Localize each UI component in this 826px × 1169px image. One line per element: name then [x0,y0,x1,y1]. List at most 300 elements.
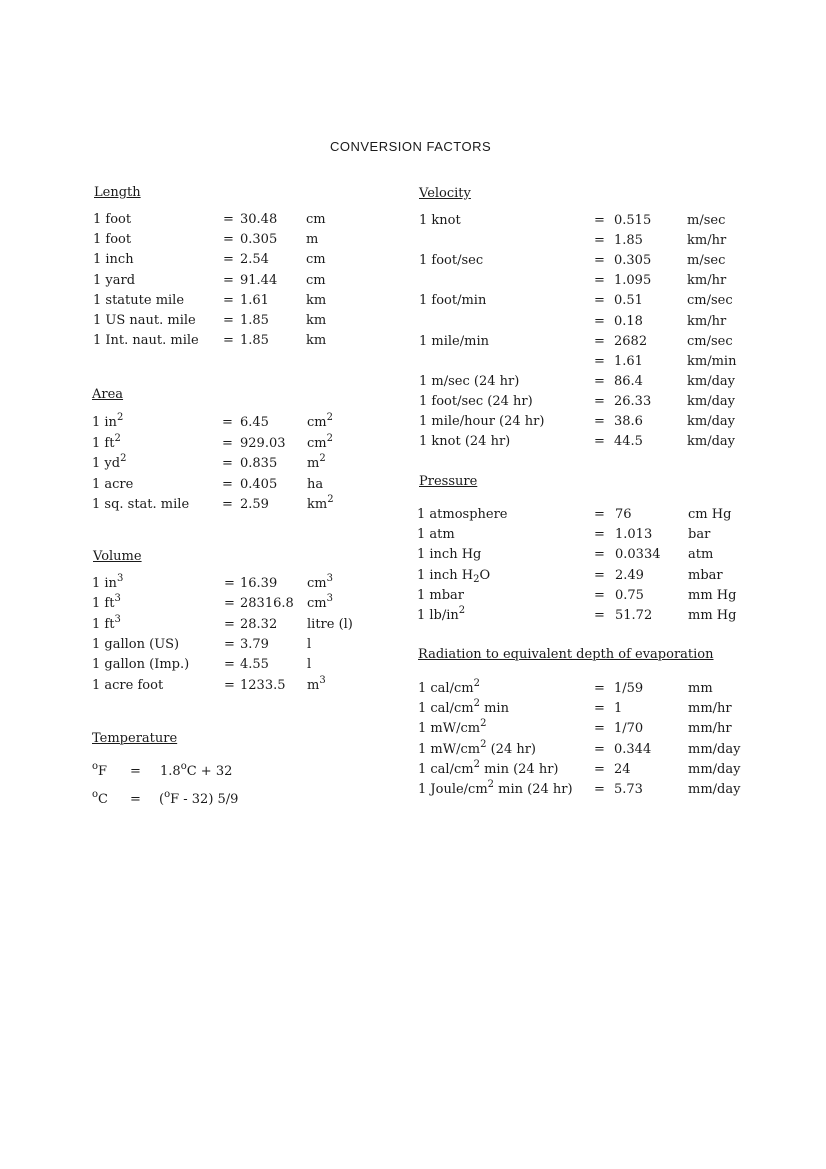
result-text: litre (l) [307,616,353,632]
length-heading: Length [94,185,141,200]
unit-label [419,291,486,311]
volume-row [92,655,377,675]
length-row [93,311,376,331]
result-text: cm [307,596,327,612]
equals-sign: = [594,741,605,757]
result-text: km/hr [687,273,727,289]
result-text: mm Hg [688,608,737,623]
result-unit [687,432,735,452]
conversion-value: 1.85 [614,233,643,249]
result-text: mm [688,681,713,696]
unit-label [417,505,508,525]
conversion-value: 6.45 [240,415,269,430]
equals-sign: = [594,333,605,349]
result-unit [307,655,311,675]
volume-heading: Volume [93,549,142,564]
equals-sign: = [222,435,233,451]
equals-sign: = [222,415,233,430]
conversion-value: 1/70 [614,721,644,737]
equals-sign: = [594,393,605,409]
result-unit [688,780,740,800]
volume-row [92,594,377,614]
unit-label [417,545,481,565]
unit-label [92,413,123,433]
result-text: cm [306,272,326,288]
result-unit [688,525,710,545]
velocity-row [419,352,757,372]
conversion-value: 1/59 [614,681,644,696]
pressure-row [417,545,758,565]
conversion-value: 0.305 [614,253,652,269]
result-unit [688,719,732,739]
unit-text: 1 statute mile [93,292,185,308]
unit-label [92,635,179,655]
unit-superscript: 2 [458,605,466,616]
radiation-heading: Radiation to equivalent depth of evaporation [418,647,714,662]
result-unit [687,211,725,231]
velocity-row [419,271,757,291]
equals-sign: = [223,252,234,268]
conversion-value: 0.835 [240,456,278,471]
result-text: l [307,657,312,673]
degree-symbol: o [164,789,171,800]
result-text: cm [306,212,326,227]
equals-sign: = [594,782,605,797]
result-text: cm [306,252,326,268]
unit-label [93,331,199,351]
unit-superscript: 2 [480,718,487,730]
conversion-value: 30.48 [240,212,278,227]
area-heading: Area [92,387,124,402]
conversion-value: 16.39 [240,576,278,591]
result-text: m/sec [687,213,726,228]
unit-superscript: 2 [116,412,124,423]
formula-rhs-tail: C + 32 [186,764,233,779]
result-text: km [306,313,327,328]
result-unit [307,454,326,474]
result-superscript: 2 [319,453,326,464]
equals-sign: = [224,596,235,612]
unit-label [93,230,131,250]
conversion-value: 0.51 [614,293,643,309]
unit-tail: (24 hr) [486,741,537,757]
velocity-row [419,231,757,251]
unit-label [93,210,131,230]
conversion-value: 1 [614,701,623,717]
result-unit [688,545,713,565]
unit-text: 1 inch Hg [417,547,482,563]
equals-sign: = [224,657,235,673]
conversion-value: 1.85 [240,313,269,328]
result-text: m [307,456,320,471]
unit-text: 1 foot [93,212,132,227]
result-text: l [307,636,312,652]
result-text: cm/sec [687,333,733,349]
result-unit [687,332,733,352]
unit-label [419,372,519,392]
unit-superscript: 2 [473,678,480,689]
conversion-value: 1.013 [615,527,653,543]
length-row [93,271,376,291]
result-unit [688,699,732,719]
volume-row [92,676,377,696]
result-unit [688,679,713,699]
unit-text: 1 cal/cm [418,701,474,717]
unit-text: 1 knot (24 hr) [419,434,511,450]
unit-text: 1 acre [92,476,134,492]
conversion-value: 0.75 [615,587,644,603]
equals-sign: = [594,353,605,369]
degree-symbol: o [92,789,99,800]
equals-sign: = [594,373,605,389]
conversion-value: 1.85 [240,333,269,349]
conversion-value: 86.4 [614,373,643,389]
equals-sign: = [224,677,235,693]
equals-sign: = [594,213,605,228]
result-unit [687,412,735,432]
pressure-row [417,606,758,626]
unit-label [92,594,121,614]
unit-label [417,525,455,545]
radiation-row [418,699,758,719]
length-row [93,230,376,250]
equals-sign: = [223,313,234,328]
conversion-value: 5.73 [614,782,643,797]
radiation-row [418,780,758,800]
result-unit [687,372,735,392]
fahrenheit-formula [92,761,292,784]
result-unit [306,230,318,250]
result-unit [306,250,326,270]
result-unit [688,566,723,586]
result-text: km/day [687,393,736,409]
result-text: cm [307,415,327,430]
equals-sign: = [223,212,234,227]
equals-sign: = [594,608,605,623]
conversion-value: 91.44 [240,272,278,288]
equals-sign: = [594,721,605,737]
unit-text: 1 ft [92,616,115,632]
result-superscript: 3 [326,593,333,605]
unit-label [418,699,509,719]
length-row [93,210,376,230]
velocity-row [419,432,757,452]
equals-sign: = [223,232,234,248]
unit-text: 1 ft [92,596,115,612]
result-superscript: 2 [326,412,333,423]
degree-symbol: o [180,761,187,772]
result-superscript: 3 [319,674,326,686]
unit-label [417,586,464,606]
unit-label [92,676,163,696]
conversion-value: 26.33 [614,393,652,409]
result-text: mbar [688,567,723,583]
unit-label [92,574,123,594]
velocity-row [419,211,757,231]
equals-sign: = [224,576,235,591]
equals-sign: = [223,333,234,349]
equals-sign: = [594,313,605,329]
formula-lhs: C [98,792,108,807]
equals-sign: = [594,567,605,583]
unit-text: 1 foot [93,232,132,248]
conversion-value: 0.0334 [615,547,661,563]
unit-label [419,432,510,452]
equals-sign: = [594,507,605,522]
result-unit [306,311,326,331]
result-unit [307,615,353,635]
result-text: m/sec [687,253,726,269]
conversion-value: 3.79 [240,636,269,652]
result-unit [687,231,726,251]
velocity-row [419,412,757,432]
unit-text: 1 Int. naut. mile [93,333,199,349]
result-text: km/day [687,434,736,450]
conversion-value: 1233.5 [240,677,286,693]
result-unit [306,331,326,351]
unit-label [92,615,121,635]
result-unit [306,291,326,311]
result-text: m [306,232,319,248]
unit-text: 1 atm [417,527,455,543]
result-text: cm [307,576,327,591]
result-text: km/hr [687,313,727,329]
unit-text: 1 foot/sec (24 hr) [419,393,533,409]
unit-text: 1 mile/hour (24 hr) [419,414,545,429]
result-superscript: 3 [326,573,333,584]
unit-text: 1 cal/cm [418,761,474,777]
result-unit [688,586,736,606]
result-text: mm/day [688,761,741,777]
radiation-row [418,760,758,780]
unit-text: 1 gallon (Imp.) [92,657,190,673]
equals-sign: = [222,456,233,471]
conversion-value: 38.6 [614,414,643,429]
area-row [92,475,377,495]
result-unit [307,413,333,433]
result-unit [307,495,334,515]
result-unit [307,475,323,495]
result-text: km/day [687,414,736,429]
unit-superscript: 2 [473,698,480,710]
result-text: km [306,333,327,349]
conversion-value: 0.515 [614,213,652,228]
conversion-value: 2.49 [615,567,644,583]
unit-text: 1 in [92,415,117,430]
result-unit [687,352,736,372]
result-text: mm Hg [688,587,737,603]
result-text: cm Hg [688,507,732,522]
pressure-row [417,505,758,525]
unit-text: 1 m/sec (24 hr) [419,373,520,389]
conversion-value: 929.03 [240,435,286,451]
unit-label [92,495,189,515]
unit-label [419,332,489,352]
result-text: km/day [687,373,736,389]
unit-tail: O [479,567,491,583]
unit-label [419,392,533,412]
unit-label [419,211,461,231]
radiation-row [418,719,758,739]
conversion-value: 0.305 [240,232,278,248]
unit-label [93,271,135,291]
unit-text: 1 in [92,576,117,591]
equals-sign: = [594,253,605,269]
equals-sign: = [594,293,605,309]
unit-label [418,780,573,800]
pressure-row [417,586,758,606]
temperature-heading: Temperature [92,731,178,746]
area-row [92,413,377,433]
conversion-value: 1.095 [614,273,652,289]
unit-superscript: 2 [480,738,487,750]
result-text: bar [688,527,711,543]
conversion-value: 1.61 [240,292,269,308]
unit-text: 1 inch [93,252,134,268]
pressure-heading: Pressure [419,474,478,489]
unit-text: 1 yd [92,456,121,471]
conversion-value: 2682 [614,333,648,349]
unit-text: 1 yard [93,272,136,288]
formula-equals: = [130,764,141,779]
velocity-row [419,251,757,271]
result-unit [687,251,725,271]
conversion-value: 0.405 [240,476,278,492]
result-unit [307,574,333,594]
result-text: mm/hr [688,701,732,717]
equals-sign: = [222,497,233,512]
area-row [92,495,377,515]
unit-label [93,311,196,331]
result-unit [688,740,740,760]
equals-sign: = [223,292,234,308]
formula-lhs: F [98,764,108,779]
result-unit [306,271,326,291]
result-unit [307,676,326,696]
result-superscript: 2 [327,494,334,505]
result-unit [687,312,726,332]
unit-tail: min (24 hr) [479,761,559,777]
unit-superscript: 2 [473,758,480,770]
unit-text: 1 ft [92,435,115,451]
equals-sign: = [224,636,235,652]
pressure-row [417,566,758,586]
velocity-row [419,332,757,352]
unit-text: 1 cal/cm [418,681,474,696]
area-row [92,434,377,454]
unit-superscript: 3 [114,593,121,605]
unit-superscript: 2 [114,432,121,444]
result-text: atm [688,547,714,563]
unit-subscript: 2 [473,573,480,585]
equals-sign: = [594,761,605,777]
unit-text: 1 foot/min [419,293,487,309]
volume-row [92,635,377,655]
result-text: mm/day [688,782,741,797]
result-text: ha [307,476,324,492]
unit-label [92,655,189,675]
result-unit [688,505,731,525]
unit-text: 1 atmosphere [417,507,508,522]
equals-sign: = [222,476,233,492]
equals-sign: = [223,272,234,288]
page-title: CONVERSION FACTORS [330,139,492,154]
conversion-value: 0.344 [614,741,652,757]
unit-text: 1 mile/min [419,333,489,349]
volume-row [92,615,377,635]
celsius-formula [92,789,292,812]
volume-row [92,574,377,594]
equals-sign: = [224,616,235,632]
unit-text: 1 knot [419,213,461,228]
unit-text: 1 foot/sec [419,253,484,269]
unit-label [93,250,134,270]
result-unit [687,392,735,412]
unit-text: 1 gallon (US) [92,636,180,652]
result-unit [307,635,311,655]
result-unit [307,594,333,614]
conversion-value: 28316.8 [240,596,294,612]
equals-sign: = [594,587,605,603]
result-text: km/min [687,353,737,369]
pressure-row [417,525,758,545]
unit-label [418,740,536,760]
unit-text: 1 Joule/cm [418,782,488,797]
unit-tail: min [479,701,509,717]
result-unit [688,606,736,626]
conversion-value: 4.55 [240,657,269,673]
conversion-value: 28.32 [240,616,278,632]
velocity-row [419,291,757,311]
unit-label [92,434,121,454]
result-unit [306,210,326,230]
conversion-value: 76 [615,507,632,522]
result-unit [307,434,333,454]
unit-label [92,454,126,474]
conversion-value: 0.18 [614,313,643,329]
length-row [93,250,376,270]
conversion-value: 2.54 [240,252,269,268]
unit-label [418,719,486,739]
unit-label [417,606,465,626]
unit-superscript: 3 [114,613,121,625]
velocity-row [419,392,757,412]
velocity-row [419,312,757,332]
conversion-value: 24 [614,761,631,777]
unit-label [419,251,483,271]
result-text: m [307,677,320,693]
conversion-value: 44.5 [614,434,643,450]
degree-symbol: o [92,761,99,772]
unit-text: 1 mbar [417,587,465,603]
result-text: km/hr [687,233,727,249]
result-text: km [307,497,328,512]
unit-text: 1 US naut. mile [93,313,196,328]
equals-sign: = [594,681,605,696]
unit-superscript: 3 [116,573,124,584]
unit-superscript: 2 [120,453,127,464]
unit-superscript: 2 [487,779,495,790]
equals-sign: = [594,547,605,563]
unit-text: 1 acre foot [92,677,164,693]
unit-text: 1 mW/cm [418,741,481,757]
area-row [92,454,377,474]
unit-tail: min (24 hr) [494,782,573,797]
conversion-value: 1.61 [614,353,643,369]
unit-label [419,412,544,432]
result-unit [687,271,726,291]
unit-text: 1 inch H [417,567,474,583]
